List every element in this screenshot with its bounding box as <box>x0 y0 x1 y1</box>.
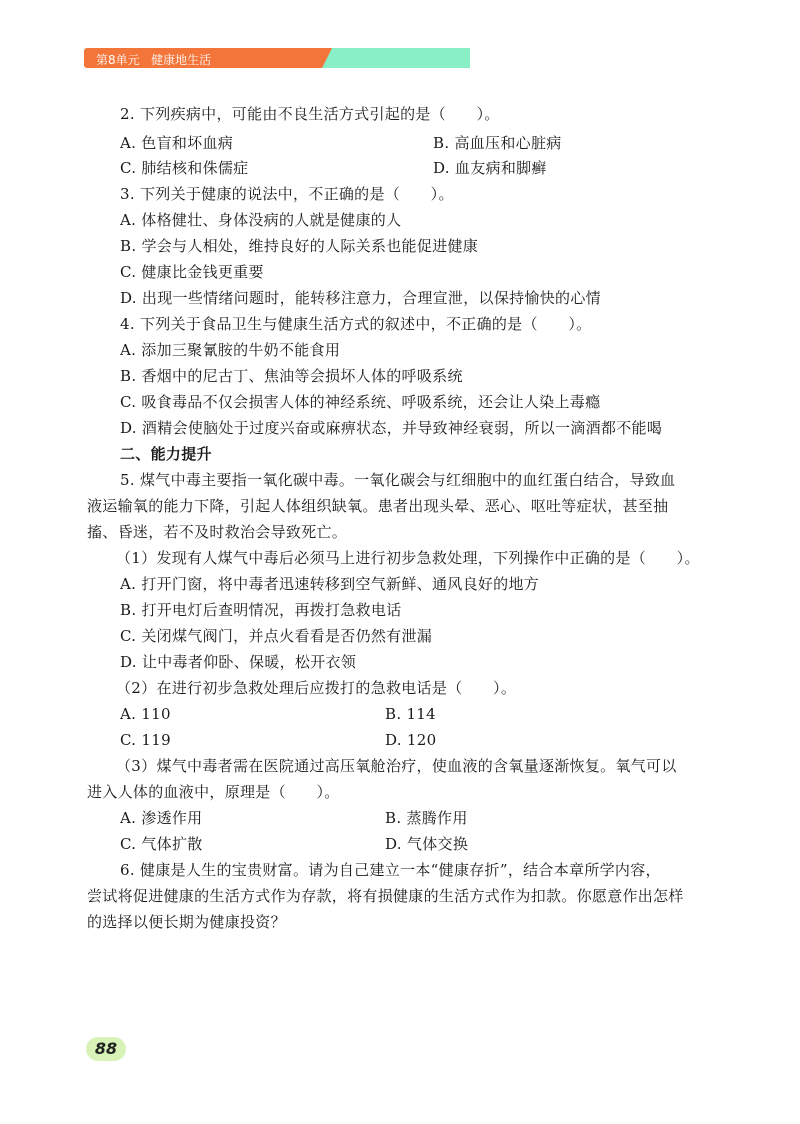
q4-option-d: D. 酒精会使脑处于过度兴奋或麻痹状态，并导致神经衰弱，所以一滴酒都不能喝 <box>120 419 663 437</box>
q2-option-a: A. 色盲和坏血病 <box>120 134 234 152</box>
q5-p2-option-a: A. 110 <box>120 705 171 723</box>
page-number: 88 <box>86 1037 126 1061</box>
q5-p1-option-a: A. 打开门窗，将中毒者迅速转移到空气新鲜、通风良好的地方 <box>120 575 540 593</box>
q5-p2-option-d: D. 120 <box>385 731 437 749</box>
q6-line1: 6. 健康是人生的宝贵财富。请为自己建立一本“健康存折”，结合本章所学内容， <box>120 861 661 879</box>
q6-line3: 的选择以便长期为健康投资？ <box>87 913 286 931</box>
q2-option-d: D. 血友病和脚癣 <box>433 159 547 177</box>
q5-p2-option-b: B. 114 <box>385 705 436 723</box>
section-title: 二、能力提升 <box>120 445 212 463</box>
q5-p3-option-b: B. 蒸腾作用 <box>385 809 468 827</box>
unit-number: 第8单元 <box>96 53 140 67</box>
q5-p3-stem-line1: （3）煤气中毒者需在医院通过高压氧舱治疗，使血液的含氧量逐渐恢复。氧气可以 <box>116 757 677 775</box>
q5-p1-option-d: D. 让中毒者仰卧、保暖，松开衣领 <box>120 653 357 671</box>
q2-option-b: B. 高血压和心脏病 <box>433 134 562 152</box>
q5-p2-stem: （2）在进行初步急救处理后应拨打的急救电话是（ ）。 <box>116 679 517 697</box>
q3-option-c: C. 健康比金钱更重要 <box>120 263 264 281</box>
q3-option-d: D. 出现一些情绪问题时，能转移注意力，合理宣泄，以保持愉快的心情 <box>120 289 601 307</box>
q2-stem: 2. 下列疾病中，可能由不良生活方式引起的是（ ）。 <box>120 105 500 123</box>
q4-stem: 4. 下列关于食品卫生与健康生活方式的叙述中，不正确的是（ ）。 <box>120 315 592 333</box>
unit-title: 健康地生活 <box>151 53 212 67</box>
q5-p3-option-c: C. 气体扩散 <box>120 835 203 853</box>
q5-p1-option-c: C. 关闭煤气阀门，并点火看看是否仍然有泄漏 <box>120 627 433 645</box>
header-mint-tab <box>320 48 470 68</box>
q4-option-b: B. 香烟中的尼古丁、焦油等会损坏人体的呼吸系统 <box>120 367 463 385</box>
q5-p1-option-b: B. 打开电灯后查明情况，再拨打急救电话 <box>120 601 402 619</box>
q4-option-c: C. 吸食毒品不仅会损害人体的神经系统、呼吸系统，还会让人染上毒瘾 <box>120 393 601 411</box>
q5-p3-stem-line2: 进入人体的血液中，原理是（ ）。 <box>87 783 340 801</box>
q3-option-a: A. 体格健壮、身体没病的人就是健康的人 <box>120 211 402 229</box>
header-label <box>96 51 211 68</box>
q6-line2: 尝试将促进健康的生活方式作为存款，将有损健康的生活方式作为扣款。你愿意作出怎样 <box>87 887 684 905</box>
q5-p1-stem: （1）发现有人煤气中毒后必须马上进行初步急救处理，下列操作中正确的是（ ）。 <box>116 549 700 567</box>
q5-p2-option-c: C. 119 <box>120 731 171 749</box>
q3-stem: 3. 下列关于健康的说法中，不正确的是（ ）。 <box>120 185 454 203</box>
unit-header <box>84 48 470 68</box>
q5-p3-option-d: D. 气体交换 <box>385 835 469 853</box>
q5-p3-option-a: A. 渗透作用 <box>120 809 203 827</box>
q5-intro-line1: 5. 煤气中毒主要指一氧化碳中毒。一氧化碳会与红细胞中的血红蛋白结合，导致血 <box>120 471 676 489</box>
q5-intro-line3: 搐、昏迷，若不及时救治会导致死亡。 <box>87 523 348 541</box>
q5-intro-line2: 液运输氧的能力下降，引起人体组织缺氧。患者出现头晕、恶心、呕吐等症状，甚至抽 <box>87 497 669 515</box>
q2-option-c: C. 肺结核和侏儒症 <box>120 159 249 177</box>
q3-option-b: B. 学会与人相处，维持良好的人际关系也能促进健康 <box>120 237 479 255</box>
q4-option-a: A. 添加三聚氰胺的牛奶不能食用 <box>120 341 341 359</box>
